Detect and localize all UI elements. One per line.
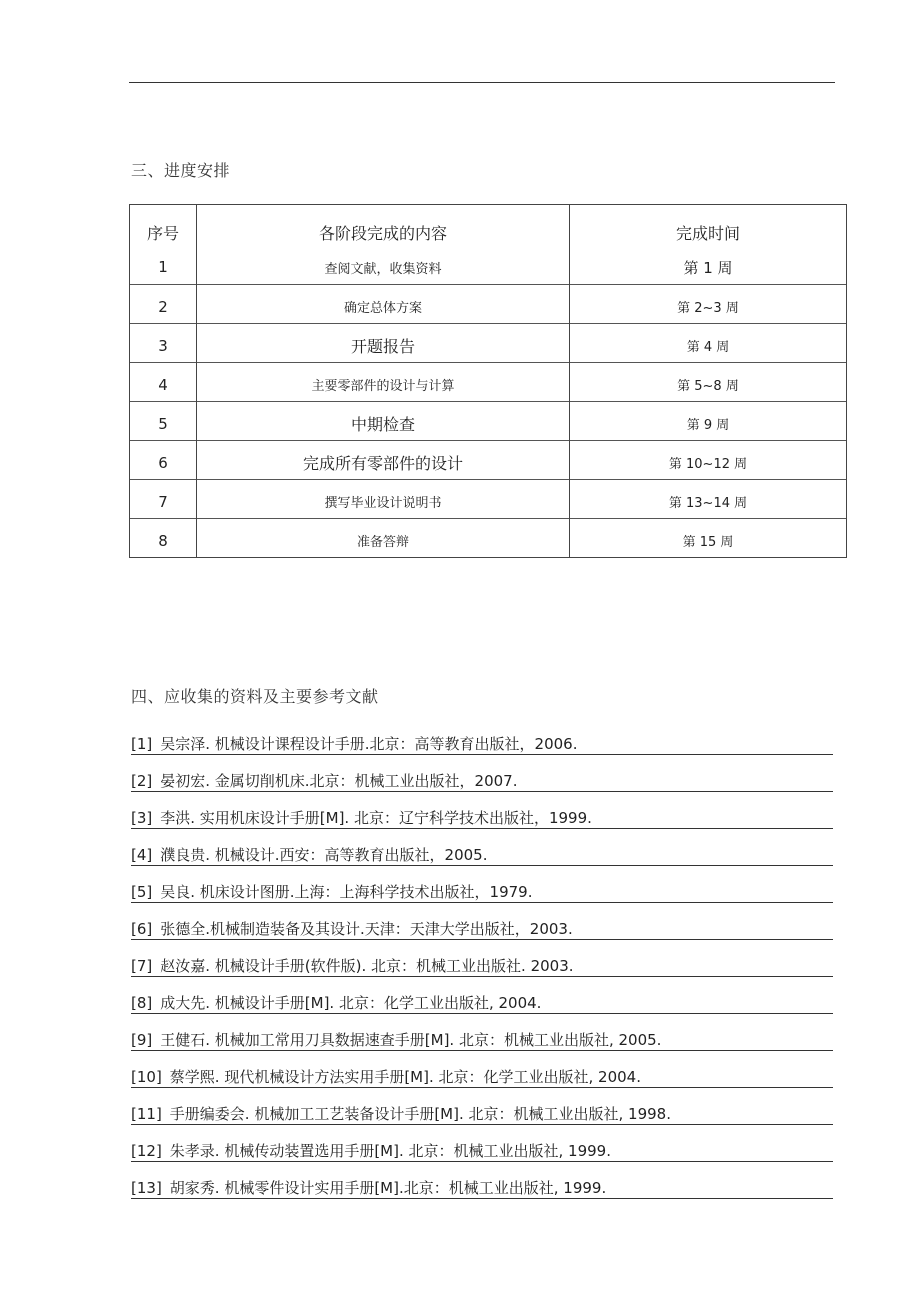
reference-text: 王健石. 机械加工常用刀具数据速查手册[M]. 北京：机械工业出版社, 2005.: [160, 1031, 662, 1049]
reference-text: 胡家秀. 机械零件设计实用手册[M].北京：机械工业出版社, 1999.: [169, 1179, 607, 1197]
row-task: 主要零部件的设计与计算: [197, 362, 570, 401]
reference-text: 手册编委会. 机械加工工艺装备设计手册[M]. 北京：机械工业出版社, 1998.: [169, 1105, 671, 1123]
reference-number: [4]: [131, 846, 153, 864]
reference-item: [131, 977, 833, 1014]
reference-number: [1]: [131, 735, 153, 753]
reference-item: [131, 1162, 833, 1199]
row-time: 第 15 周: [570, 518, 847, 557]
reference-number: [8]: [131, 994, 153, 1012]
row-no: 1: [130, 245, 197, 284]
reference-number: [12]: [131, 1142, 162, 1160]
reference-item: [131, 1051, 833, 1088]
row-no: 4: [130, 362, 197, 401]
reference-text: 吴宗泽. 机械设计课程设计手册.北京：高等教育出版社，2006.: [160, 735, 578, 753]
reference-number: [3]: [131, 809, 153, 827]
reference-item: [131, 718, 833, 755]
reference-item: [131, 903, 833, 940]
row-no: 8: [130, 518, 197, 557]
row-time: 第 10~12 周: [570, 440, 847, 479]
reference-number: [9]: [131, 1031, 153, 1049]
reference-text: 晏初宏. 金属切削机床.北京：机械工业出版社，2007.: [160, 772, 518, 790]
reference-item: [131, 755, 833, 792]
reference-item: [131, 1125, 833, 1162]
row-task: 撰写毕业设计说明书: [197, 479, 570, 518]
row-no: 6: [130, 440, 197, 479]
reference-text: 赵汝嘉. 机械设计手册(软件版). 北京：机械工业出版社. 2003.: [160, 957, 574, 975]
reference-item: [131, 792, 833, 829]
reference-number: [7]: [131, 957, 153, 975]
row-no: 3: [130, 323, 197, 362]
header-rule: [129, 82, 835, 83]
table-header-row: [130, 205, 847, 246]
row-no: 5: [130, 401, 197, 440]
reference-text: 李洪. 实用机床设计手册[M]. 北京：辽宁科学技术出版社，1999.: [160, 809, 592, 827]
table-row: [130, 362, 847, 401]
row-task: 查阅文献，收集资料: [197, 245, 570, 284]
table-row: [130, 284, 847, 323]
row-time: 第 4 周: [570, 323, 847, 362]
table-row: [130, 518, 847, 557]
reference-item: [131, 1088, 833, 1125]
row-task: 完成所有零部件的设计: [197, 440, 570, 479]
section-4-heading: 四、应收集的资料及主要参考文献: [131, 687, 379, 706]
schedule-table: [129, 204, 847, 558]
reference-list: [131, 718, 833, 1199]
reference-item: [131, 940, 833, 977]
row-no: 2: [130, 284, 197, 323]
column-header-time: 完成时间: [570, 205, 847, 246]
row-task: 开题报告: [197, 323, 570, 362]
table-row: [130, 440, 847, 479]
reference-item: [131, 829, 833, 866]
reference-text: 蔡学熙. 现代机械设计方法实用手册[M]. 北京：化学工业出版社, 2004.: [169, 1068, 641, 1086]
row-no: 7: [130, 479, 197, 518]
column-header-task: 各阶段完成的内容: [197, 205, 570, 246]
row-task: 准备答辩: [197, 518, 570, 557]
table-row: [130, 401, 847, 440]
reference-number: [10]: [131, 1068, 162, 1086]
reference-text: 成大先. 机械设计手册[M]. 北京：化学工业出版社, 2004.: [160, 994, 542, 1012]
reference-text: 朱孝录. 机械传动装置选用手册[M]. 北京：机械工业出版社, 1999.: [169, 1142, 611, 1160]
row-task: 中期检查: [197, 401, 570, 440]
reference-number: [2]: [131, 772, 153, 790]
table-row: [130, 479, 847, 518]
table-row: [130, 323, 847, 362]
row-time: 第 1 周: [570, 245, 847, 284]
section-3-heading: 三、进度安排: [131, 161, 231, 180]
reference-number: [11]: [131, 1105, 162, 1123]
reference-text: 濮良贵. 机械设计.西安：高等教育出版社，2005.: [160, 846, 488, 864]
reference-number: [6]: [131, 920, 153, 938]
reference-item: [131, 1014, 833, 1051]
row-time: 第 13~14 周: [570, 479, 847, 518]
row-time: 第 9 周: [570, 401, 847, 440]
reference-item: [131, 866, 833, 903]
reference-text: 吴良. 机床设计图册.上海：上海科学技术出版社，1979.: [160, 883, 533, 901]
reference-text: 张德全.机械制造装备及其设计.天津：天津大学出版社，2003.: [160, 920, 573, 938]
table-row: [130, 245, 847, 284]
reference-number: [5]: [131, 883, 153, 901]
column-header-no: 序号: [130, 205, 197, 246]
row-task: 确定总体方案: [197, 284, 570, 323]
row-time: 第 5~8 周: [570, 362, 847, 401]
row-time: 第 2~3 周: [570, 284, 847, 323]
reference-number: [13]: [131, 1179, 162, 1197]
